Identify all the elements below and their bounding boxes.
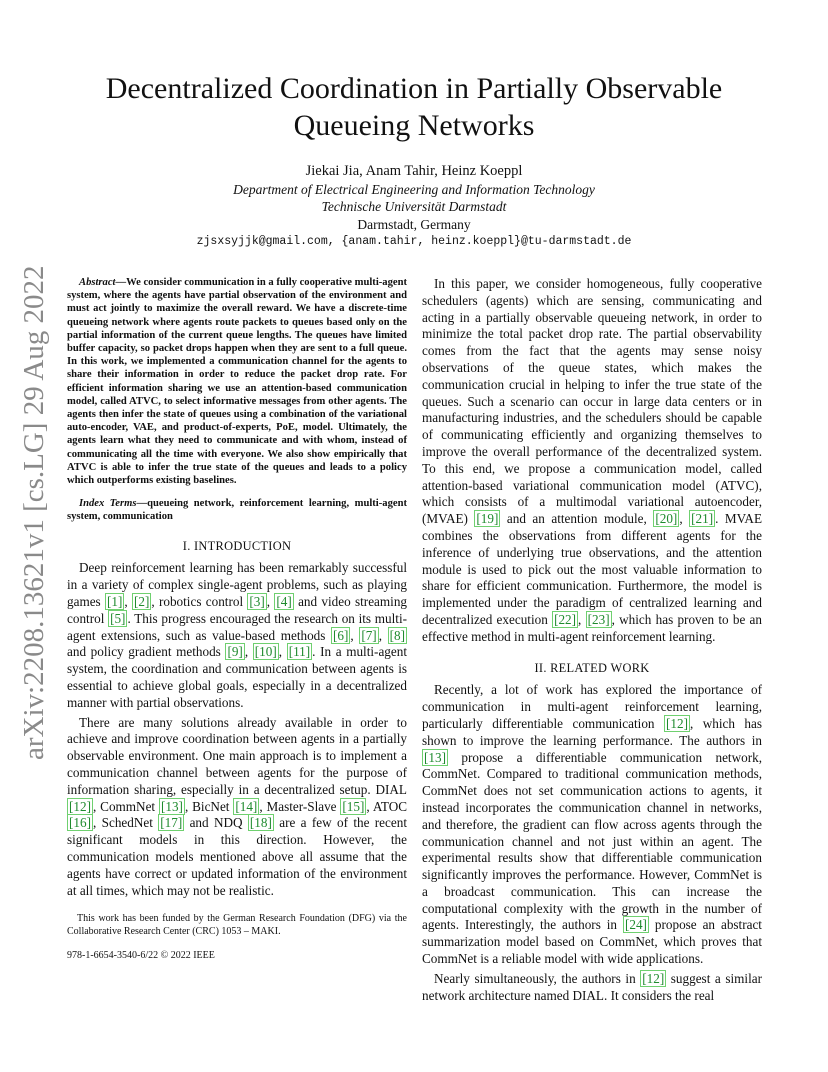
abstract-text: —We consider communication in a fully cooperative multi-agent system, where the agents have partial observation of the environment and must act jointly to maximize the overall reward. We have a discrete-time queueing network where agents route packets to queues based only on the partial information of the current queue lengths. The queues have limited buffer capacity, so packet drops happen when they are sent to a full queue. In this work, we implemented a communication channel for the agents to share their information in order to reduce the packet drop rate. For efficient information sharing we use an attention-based communication model, called ATVC, to select informative messages from other agents. The agents then infer the state of queues using a combination of the variational auto-encoder, VAE, and product-of-experts, PoE, model. Ultimately, the agents learn what they need to communicate and with whom, instead of communicating all the time with everyone. We also show empirically that ATVC is able to infer the true state of the queues and leads to a policy which outperforms existing baselines. bbox=[67, 277, 407, 487]
affiliation-location: Darmstadt, Germany bbox=[357, 216, 471, 232]
citation-link[interactable]: [3] bbox=[249, 594, 265, 610]
abstract bbox=[67, 276, 407, 487]
author-block bbox=[60, 163, 768, 251]
author-names: Jiekai Jia, Anam Tahir, Heinz Koeppl bbox=[305, 163, 523, 179]
abstract-label: Abstract bbox=[79, 277, 116, 288]
arxiv-identifier-stamp: arXiv:2208.13621v1 [cs.LG] 29 Aug 2022 bbox=[18, 265, 50, 760]
citation-link[interactable]: [11] bbox=[288, 644, 311, 660]
affiliation-university: Technische Universität Darmstadt bbox=[321, 199, 507, 214]
related-paragraph-1: Recently, a lot of work has explored the importance of communication in multi-agent reinforcement learning, particularly differentiable communication [12] , which has shown to improve the learning performance. The authors in [13] propose a differentiable communication network, CommNet. Compared to traditional communication methods, CommNet does not set communication actions to agents, it instead incorporates the communication channel in networks, and therefore, the gradient can flow across agents through the communication channel and not just within an agent. The experimental results show that differentiable communication significantly improves the performance. However, CommNet is a broadcast communication. This can increase the computational complexity with the growth in the number of agents. Interestingly, the authors in [24] propose an abstract summarization model based on CommNet, which proves that CommNet is a reliable model with wide applications. bbox=[422, 682, 762, 967]
citation-link[interactable]: [1] bbox=[107, 594, 123, 610]
index-terms-label: Index Terms bbox=[79, 498, 137, 510]
citation-link[interactable]: [16] bbox=[69, 815, 91, 831]
citation-link[interactable]: [7] bbox=[361, 627, 377, 643]
section-heading-related-work: II. RELATED WORK bbox=[534, 660, 650, 675]
citation-link[interactable]: [14] bbox=[235, 798, 258, 814]
funding-footnote: This work has been funded by the German Research Foundation (DFG) via the Collaborative Research Center (CRC) 1053 – MAKI. bbox=[67, 913, 407, 937]
citation-link[interactable]: [2] bbox=[133, 594, 150, 610]
citation-link[interactable]: [8] bbox=[389, 627, 405, 643]
citation-link[interactable]: [13] bbox=[160, 798, 183, 814]
citation-link[interactable]: [12] bbox=[665, 715, 688, 731]
citation-link[interactable]: [6] bbox=[333, 627, 349, 643]
citation-link[interactable]: [22] bbox=[554, 611, 577, 627]
intro-paragraph-2: There are many solutions already available in order to achieve and improve coordination between agents in a partially observable environment. One main approach is to implement a communication channel between agents for the purpose of information sharing, especially in a decentralized setup. DIAL [12] , CommNet [13] , BicNet [14] , Master-Slave [15] , ATOC [16] , SchedNet [17] and NDQ [18] are a few of the recent significant models in this direction. However, the communication models mentioned above all assume that the agents have correct or updated information of the environment at all times, which may not be realistic. bbox=[67, 714, 408, 898]
index-terms bbox=[67, 497, 407, 523]
paper-title: Decentralized Coordination in Partially Observable Queueing Networks bbox=[105, 72, 723, 142]
intro-paragraph-3: In this paper, we consider homogeneous, fully cooperative schedulers (agents) which are sensing, communicating and acting in a partially observable queueing network, in order to minimize the total packet drop rate. The partial observability comes from the fact that the agents may sense noisy observations of the queue states, which makes the communication crucial in helping to infer the true state of the queues. Such a scenario can occur in large data centers or in manufacturing industries, and the schedulers should be capable of communicating efficiently and organizing themselves to improve the overall performance of the decentralized system. To this end, we propose a communication model, called attention-based variational communication model (ATVC), which consists of a multimodal variational autoencoder, (MVAE) [19] and an attention module, [20] , [21] . MVAE combines the observations from different agents for the inference of underlying true observations, and the attention module is used to pick out the most valuable information to share for efficient communication. Furthermore, the model is implemented under the paradigm of centralized learning and decentralized execution [22] , [23] , which has proven to be an effective method in multi-agent reinforcement learning. bbox=[422, 276, 763, 644]
citation-link[interactable]: [9] bbox=[227, 644, 243, 660]
citation-link[interactable]: [21] bbox=[691, 511, 714, 527]
citation-link[interactable]: [24] bbox=[624, 917, 647, 933]
citation-link[interactable]: [19] bbox=[476, 511, 499, 527]
citation-link[interactable]: [10] bbox=[254, 644, 277, 660]
citation-link[interactable]: [12] bbox=[69, 798, 91, 814]
citation-link[interactable]: [13] bbox=[424, 749, 446, 765]
index-terms-text: —queueing network, reinforcement learning, multi-agent system, communication bbox=[67, 498, 407, 523]
copyright-notice: 978-1-6654-3540-6/22 © 2022 IEEE bbox=[67, 950, 215, 962]
citation-link[interactable]: [23] bbox=[587, 611, 610, 627]
author-emails: zjsxsyjjk@gmail.com, {anam.tahir, heinz.koeppl}@tu-darmstadt.de bbox=[196, 235, 632, 248]
citation-link[interactable]: [4] bbox=[276, 594, 292, 610]
left-column bbox=[67, 276, 407, 965]
citation-link[interactable]: [20] bbox=[655, 511, 678, 527]
citation-link[interactable]: [5] bbox=[110, 610, 126, 626]
citation-link[interactable]: [15] bbox=[342, 798, 365, 814]
citation-link[interactable]: [17] bbox=[160, 815, 183, 831]
right-column bbox=[422, 276, 762, 1007]
affiliation-department: Department of Electrical Engineering and Information Technology bbox=[233, 181, 595, 197]
related-paragraph-2: Nearly simultaneously, the authors in [12] suggest a similar network architecture named DIAL. It considers the real bbox=[422, 970, 762, 1003]
section-heading-introduction: I. INTRODUCTION bbox=[182, 538, 292, 553]
citation-link[interactable]: [12] bbox=[642, 970, 665, 986]
citation-link[interactable]: [18] bbox=[249, 815, 272, 831]
intro-paragraph-1: Deep reinforcement learning has been remarkably successful in a variety of complex single-agent problems, such as playing games [1] , [2] , robotics control [3] , [4] and video streaming control [5] . This progress encouraged the research on its multi-agent extensions, such as value-based methods [6] , [7] , [8] and policy gradient methods [9] , [10] , [11] . In a multi-agent system, the coordination and communication between agents is essential to achieve global goals, especially in a decentralized manner with partial observations. bbox=[67, 560, 408, 710]
